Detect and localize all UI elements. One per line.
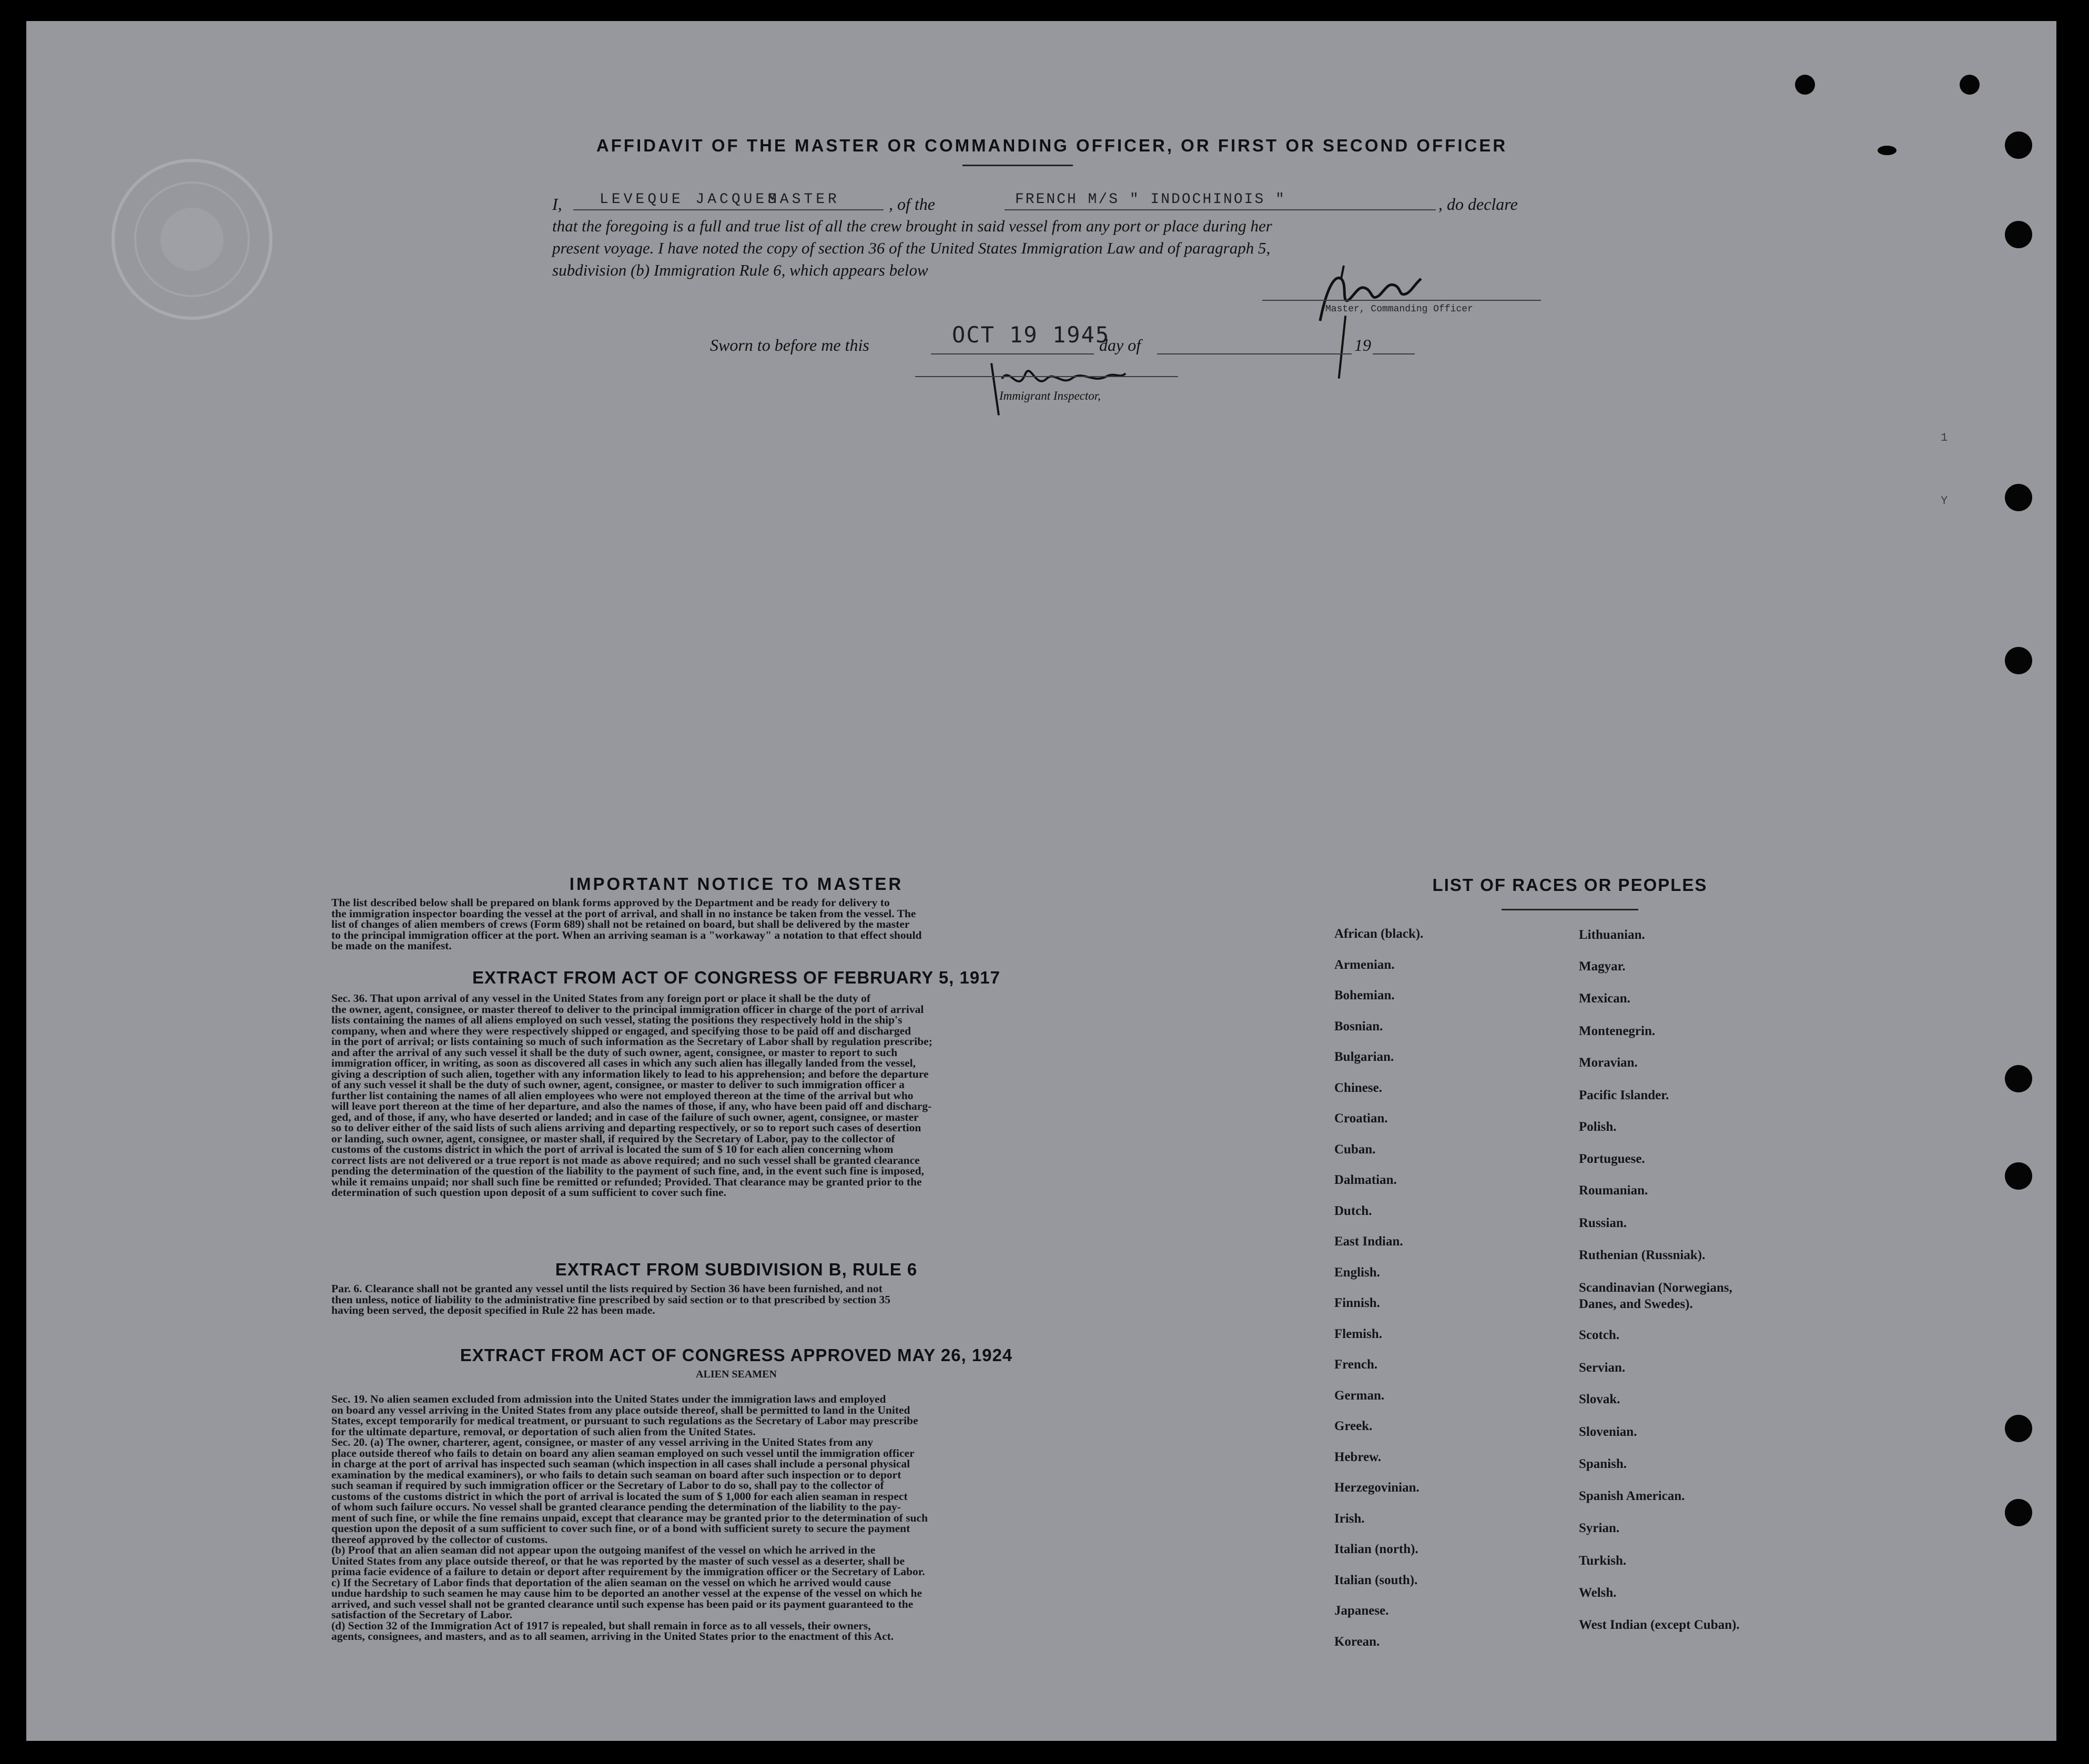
race-item: Polish. xyxy=(1579,1120,1617,1134)
race-item: Italian (south). xyxy=(1334,1573,1418,1587)
year-prefix: 19 xyxy=(1354,336,1371,354)
manifest-page xyxy=(26,21,2056,1741)
race-item: Bosnian. xyxy=(1334,1019,1383,1033)
race-item: Flemish. xyxy=(1334,1326,1382,1341)
notice-line: The list described below shall be prepared on blank forms approved by the Department and be ready for delivery to xyxy=(331,896,890,909)
inspector-line xyxy=(915,376,1178,377)
extract-1917-line: while it remains unpaid; nor shall such fine be remitted or refunded; Provided. That clearance may be granted prior to the xyxy=(331,1175,922,1188)
binder-hole xyxy=(2005,131,2032,159)
extract-1917-line: the owner, agent, consignee, or master thereof to deliver to the principal immigration officer in charge of the port of arrival xyxy=(331,1002,924,1016)
extract-rule6-title: EXTRACT FROM SUBDIVISION B, RULE 6 xyxy=(555,1260,918,1279)
race-item: Hebrew. xyxy=(1334,1449,1382,1464)
extract-1924-line: arrived, and such vessel shall not be granted clearance until such expense has been paid or its payment guaranteed to the xyxy=(331,1597,914,1610)
notice-title: IMPORTANT NOTICE TO MASTER xyxy=(569,874,904,894)
race-item: Pacific Islander. xyxy=(1579,1088,1669,1102)
officer-line xyxy=(573,209,884,210)
extract-1924-line: ment of such fine, or while the fine remains unpaid, except that clearance may be granted prior to the determination of such xyxy=(331,1511,928,1524)
extract-1917-line: or landing, such owner, agent, consignee, or master shall, if required by the Secretary of Labor, pay to the collector of xyxy=(331,1132,895,1145)
race-item: Russian. xyxy=(1579,1216,1627,1230)
extract-1924-line: place outside thereof who fails to detain on board any alien seaman employed on such vessel until the immigration officer xyxy=(331,1446,915,1459)
race-item: Korean. xyxy=(1334,1634,1380,1649)
vessel-line xyxy=(1005,209,1436,210)
binder-hole xyxy=(1878,146,1897,155)
race-item: Scotch. xyxy=(1579,1328,1620,1342)
race-item: Finnish. xyxy=(1334,1296,1380,1310)
do-declare-label: , do declare xyxy=(1438,195,1518,214)
extract-1917-line: determination of such question upon deposit of a sum sufficient to cover such fine. xyxy=(331,1186,726,1199)
race-item: Irish. xyxy=(1334,1511,1365,1526)
of-the-label: , of the xyxy=(889,195,935,214)
race-item: Croatian. xyxy=(1334,1111,1388,1126)
binder-hole xyxy=(2005,1499,2032,1526)
race-item: Italian (north). xyxy=(1334,1542,1418,1556)
extract-1924-line: c) If the Secretary of Labor finds that deportation of the alien seaman on the vessel on which he arrived would cause xyxy=(331,1576,891,1589)
race-item: French. xyxy=(1334,1357,1378,1372)
extract-1917-text xyxy=(331,993,1131,1198)
race-item: Lithuanian. xyxy=(1579,928,1645,942)
extract-rule6-text xyxy=(331,1283,1131,1316)
extract-1924-line: (d) Section 32 of the Immigration Act of 1917 is repealed, but shall remain in force as to all vessels, their owners, xyxy=(331,1619,871,1632)
sworn-date-stamp: OCT 19 1945 xyxy=(952,322,1110,348)
extract-rule6-line: then unless, notice of liability to the administrative fine prescribed by said section or to that prescribed by section 35 xyxy=(331,1293,891,1306)
race-item: English. xyxy=(1334,1265,1380,1280)
binder-hole xyxy=(2005,1065,2032,1092)
affidavit-title: AFFIDAVIT OF THE MASTER OR COMMANDING OFFICER, OR FIRST OR SECOND OFFICER xyxy=(596,136,1508,155)
binder-hole xyxy=(2005,1162,2032,1190)
alien-seamen-subtitle: ALIEN SEAMEN xyxy=(696,1368,777,1380)
race-item: Magyar. xyxy=(1579,959,1626,974)
binder-hole xyxy=(2005,221,2032,248)
extract-1917-line: in the port of arrival; or lists containing so much of such information as the Secretary of Labor shall by regulation prescribe; xyxy=(331,1035,932,1048)
extract-1924-line: prima facie evidence of a failure to detain or deport after requirement by the immigration officer or the Secretary of Labor. xyxy=(331,1565,925,1578)
extract-1924-line: customs of the customs district in which the port of arrival is located the sum of $ 1,000 for each alien seaman in respect xyxy=(331,1489,908,1503)
notice-line: to the principal immigration officer at the port. When an arriving seaman is a "workaway" a notation to that effect should xyxy=(331,928,922,941)
extract-1924-line: of whom such failure occurs. No vessel shall be granted clearance pending the determination of the liability to the pay- xyxy=(331,1501,901,1513)
race-item: Bulgarian. xyxy=(1334,1050,1394,1064)
race-item: East Indian. xyxy=(1334,1234,1403,1249)
extract-1917-line: will leave port thereon at the time of her departure, and also the names of those, if any, who have been paid off and discharg- xyxy=(331,1100,932,1112)
race-item: Spanish. xyxy=(1579,1457,1627,1471)
races-title-underline xyxy=(1502,909,1638,910)
day-of-label: day of xyxy=(1099,336,1141,354)
affidavit-line-4: subdivision (b) Immigration Rule 6, which appears below xyxy=(552,261,928,279)
extract-1924-line: (b) Proof that an alien seaman did not appear upon the outgoing manifest of the vessel on which he arrived in the xyxy=(331,1544,876,1556)
binder-hole xyxy=(2005,1415,2032,1442)
race-item: Greek. xyxy=(1334,1419,1373,1433)
race-item: Montenegrin. xyxy=(1579,1024,1656,1038)
officer-rank: MASTER xyxy=(768,191,840,208)
edge-mark: 1 xyxy=(1941,431,1951,444)
affidavit-line-3: present voyage. I have noted the copy of section 36 of the United States Immigration Law and of paragraph 5, xyxy=(552,239,1271,257)
extract-1917-line: and after the arrival of any such vessel it shall be the duty of such owner, agent, consignee, or master to report to such xyxy=(331,1046,898,1059)
extract-1924-line: on board any vessel arriving in the United States from any place outside thereof, shall be permitted to land in the United xyxy=(331,1403,910,1416)
extract-rule6-line: Par. 6. Clearance shall not be granted any vessel until the lists required by Section 36 have been furnished, and not xyxy=(331,1282,883,1295)
race-item: Spanish American. xyxy=(1579,1489,1685,1503)
extract-1917-line: company, when and where they were respectively shipped or engaged, and specifying those to be paid off and discharged xyxy=(331,1024,911,1037)
officer-name: LEVEQUE JACQUES xyxy=(600,191,780,208)
binder-hole xyxy=(1960,75,1980,95)
sworn-label: Sworn to before me this xyxy=(710,336,869,354)
race-item: Armenian. xyxy=(1334,957,1395,972)
race-item: Syrian. xyxy=(1579,1521,1620,1535)
extract-1924-text xyxy=(331,1394,1131,1642)
race-item: Welsh. xyxy=(1579,1586,1617,1600)
race-item: Ruthenian (Russniak). xyxy=(1579,1248,1706,1262)
race-item: Roumanian. xyxy=(1579,1183,1648,1198)
extract-1924-line: for the ultimate departure, removal, or deportation of such alien from the United States. xyxy=(331,1425,756,1438)
race-item: Mexican. xyxy=(1579,991,1630,1006)
affidavit-i-label: I, xyxy=(552,195,562,214)
race-item: Servian. xyxy=(1579,1361,1626,1375)
extract-1924-line: thereof approved by the collector of customs. xyxy=(331,1533,548,1546)
extract-1924-line: examination by the medical examiners), or who fails to detain such seaman on board after such inspection or to deport xyxy=(331,1468,901,1481)
affidavit-line-2: that the foregoing is a full and true list of all the crew brought in said vessel from any port or place during her xyxy=(552,217,1272,235)
extract-1924-line: Sec. 19. No alien seamen excluded from admission into the United States under the immigration laws and employed xyxy=(331,1393,886,1405)
year-line xyxy=(1373,353,1415,354)
extract-1917-line: Sec. 36. That upon arrival of any vessel in the United States from any foreign port or place it shall be the duty of xyxy=(331,992,871,1005)
edge-mark: Y xyxy=(1941,494,1951,508)
extract-1924-line: question upon the deposit of a sum sufficient to cover such fine, or of a bond with sufficient surety to secure the payment xyxy=(331,1522,910,1535)
race-item: Slovak. xyxy=(1579,1392,1620,1406)
extract-1924-title: EXTRACT FROM ACT OF CONGRESS APPROVED MAY 26, 1924 xyxy=(460,1345,1013,1365)
extract-rule6-line: having been served, the deposit specified in Rule 22 has been made. xyxy=(331,1304,655,1316)
extract-1917-line: so to deliver either of the said lists of such aliens arriving and departing respectively, or so to report such cases of desertion xyxy=(331,1121,921,1134)
title-underline xyxy=(962,165,1073,166)
race-item: Japanese. xyxy=(1334,1604,1389,1618)
extract-1924-line: United States from any place outside thereof, or that he was reported by the master of such vessel as a deserter, shall be xyxy=(331,1554,905,1567)
notice-line: the immigration inspector boarding the vessel at the port of arrival, and shall in no instance be taken from the vessel. The xyxy=(331,907,916,920)
embossed-seal-icon xyxy=(105,153,279,326)
race-item: Cuban. xyxy=(1334,1142,1376,1157)
extract-1924-line: in charge at the port of arrival has inspected such seaman (which inspection in all cases shall include a personal physical xyxy=(331,1457,910,1470)
master-signature-icon xyxy=(1310,263,1425,331)
race-item: Scandinavian (Norwegians, Danes, and Swedes). xyxy=(1579,1281,1732,1311)
extract-1924-line: States, except temporarily for medical treatment, or pursuant to such regulations as the Secretary of Labor may prescribe xyxy=(331,1414,918,1427)
inspector-label: Immigrant Inspector, xyxy=(999,389,1101,402)
extract-1924-line: agents, consignees, and masters, and as to all seamen, arriving in the United States prior to the enactment of this Act. xyxy=(331,1630,894,1643)
sworn-date-line xyxy=(931,353,1094,354)
extract-1917-line: giving a description of such alien, together with any information likely to lead to his apprehension; and before the departure xyxy=(331,1067,929,1080)
extract-1924-line: such seaman if required by such immigration officer or the Secretary of Labor to do so, shall pay to the collector of xyxy=(331,1479,884,1492)
extract-1917-line: lists containing the names of all aliens employed on such vessel, stating the positions they respectively hold in the ship's xyxy=(331,1013,902,1026)
race-item: Herzegovinian. xyxy=(1334,1481,1419,1495)
extract-1917-line: ged, and of those, if any, who have deserted or landed; and in case of the failure of such owner, agent, consignee, or master xyxy=(331,1110,919,1123)
races-title: LIST OF RACES OR PEOPLES xyxy=(1432,875,1708,895)
binder-hole xyxy=(2005,484,2032,511)
binder-hole xyxy=(1795,75,1815,95)
notice-text xyxy=(331,897,1131,951)
notice-line: list of changes of alien members of crews (Form 689) shall not be retained on board, but shall be delivered by the master xyxy=(331,918,910,930)
extract-1924-line: satisfaction of the Secretary of Labor. xyxy=(331,1608,512,1621)
signature-line xyxy=(1262,300,1541,301)
extract-1917-line: immigration officer, in writing, as soon as discovered all cases in which any such alien has illegally landed from the vessel, xyxy=(331,1057,916,1069)
notice-line: be made on the manifest. xyxy=(331,939,452,952)
race-item: Turkish. xyxy=(1579,1554,1627,1568)
race-item: Moravian. xyxy=(1579,1056,1638,1070)
month-line xyxy=(1157,353,1352,354)
extract-1917-line: further list containing the names of all alien employees who were not employed thereon at the time of the arrival but who xyxy=(331,1089,914,1102)
extract-1917-title: EXTRACT FROM ACT OF CONGRESS OF FEBRUARY 5, 1917 xyxy=(472,968,1000,987)
vessel-name: FRENCH M/S " INDOCHINOIS " xyxy=(1015,191,1286,208)
race-item: Portuguese. xyxy=(1579,1152,1645,1166)
race-item: Dalmatian. xyxy=(1334,1173,1397,1187)
race-item: West Indian (except Cuban). xyxy=(1579,1618,1740,1632)
race-item: Bohemian. xyxy=(1334,988,1395,1002)
race-item: Dutch. xyxy=(1334,1203,1372,1218)
race-item: African (black). xyxy=(1334,927,1424,941)
race-item: Slovenian. xyxy=(1579,1425,1637,1439)
extract-1924-line: undue hardship to such seamen he may cause him to be deported an another vessel at the expense of the vessel on which he xyxy=(331,1587,922,1599)
extract-1924-line: Sec. 20. (a) The owner, charterer, agent, consignee, or master of any vessel arriving in the United States from any xyxy=(331,1436,874,1448)
race-item: German. xyxy=(1334,1388,1385,1403)
extract-1917-line: correct lists are not delivered or a true report is not made as above required; and no such vessel shall be granted clearance xyxy=(331,1153,920,1167)
race-item: Chinese. xyxy=(1334,1080,1382,1095)
binder-hole xyxy=(2005,647,2032,674)
extract-1917-line: customs of the customs district in which the port of arrival is located the sum of $ 10 for each alien concerning whom xyxy=(331,1143,894,1155)
signature-caption: Master, Commanding Officer xyxy=(1325,304,1473,315)
extract-1917-line: pending the determination of the question of the liability to the payment of such fine, and, in the event such fine is imposed, xyxy=(331,1164,925,1177)
extract-1917-line: of any such vessel it shall be the duty of such owner, agent, consignee, or master to deliver to such immigration officer a xyxy=(331,1078,905,1091)
